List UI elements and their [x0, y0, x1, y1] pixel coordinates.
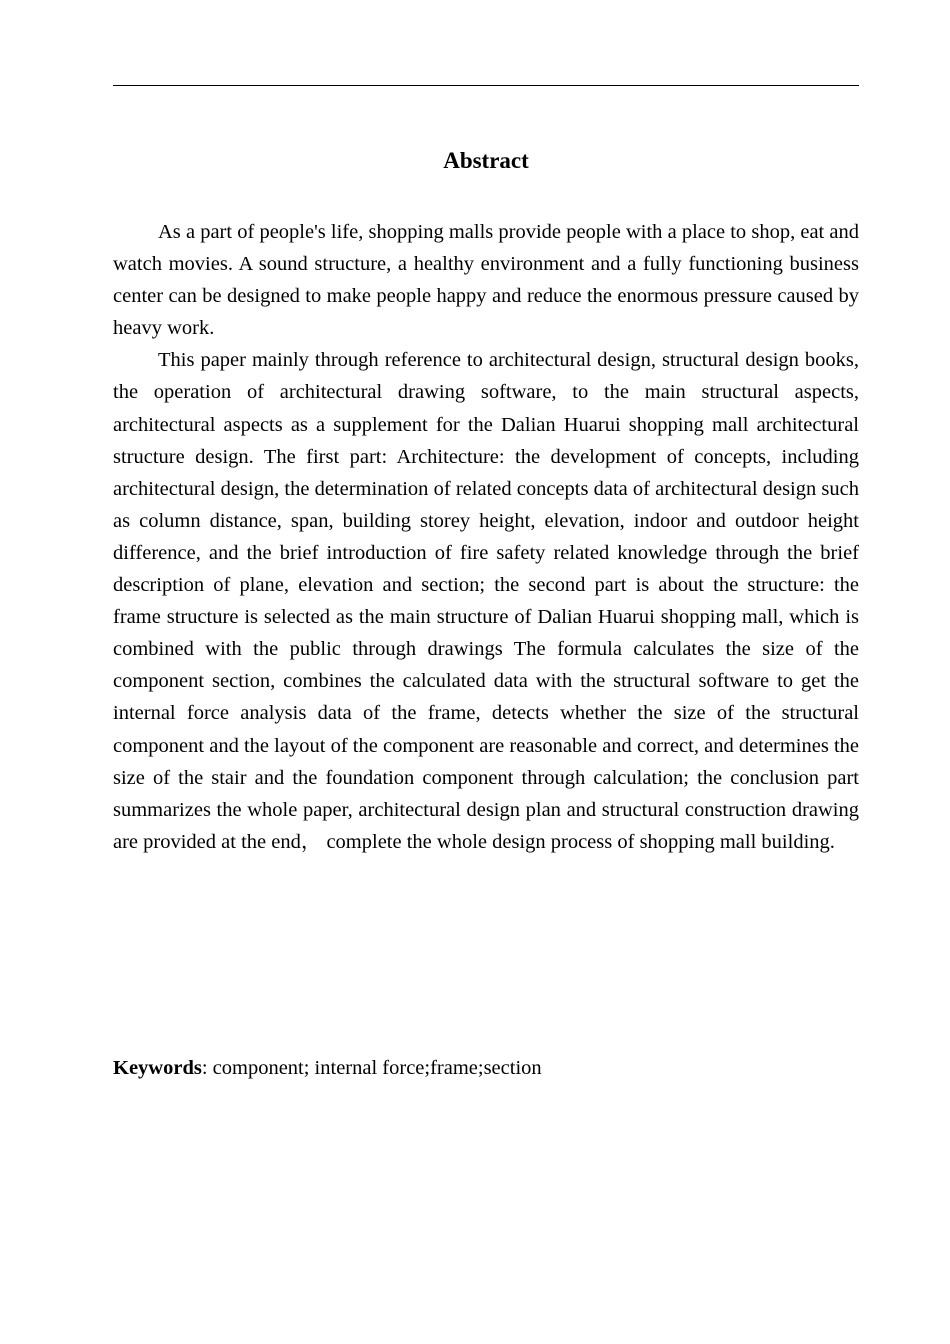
abstract-title: Abstract	[443, 148, 529, 173]
header-rule	[113, 85, 859, 86]
abstract-body	[113, 216, 859, 858]
abstract-paragraph-1: As a part of people's life, shopping malls provide people with a place to shop, eat and watch movies. A sound structure, a healthy environment and a fully functioning business center can be designed to make people happy and reduce the enormous pressure caused by heavy work.	[113, 221, 859, 340]
keywords-label: Keywords	[113, 1057, 202, 1079]
abstract-paragraph-2: This paper mainly through reference to architectural design, structural design books, the operation of architectural drawing software, to the main structural aspects, architectural aspects as a supplement for the Dalian Huarui shopping mall architectural structure design. The first part: Architecture: the development of concepts, including architectural design, the determination of related concepts data of architectural design such as column distance, span, building storey height, elevation, indoor and outdoor height difference, and the brief introduction of fire safety related knowledge through the brief description of plane, elevation and section; the second part is about the structure: the frame structure is selected as the main structure of Dalian Huarui shopping mall, which is combined with the public through drawings The formula calculates the size of the component section, combines the calculated data with the structural software to get the internal force analysis data of the frame, detects whether the size of the structural component and the layout of the component are reasonable and correct, and determines the size of the stair and the foundation component through calculation; the conclusion part summarizes the whole paper, architectural design plan and structural construction drawing are provided at the end， complete the whole design process of shopping mall building.	[113, 349, 859, 853]
keywords-value: : component; internal force;frame;section	[201, 1057, 542, 1079]
keywords-line	[113, 1052, 859, 1084]
